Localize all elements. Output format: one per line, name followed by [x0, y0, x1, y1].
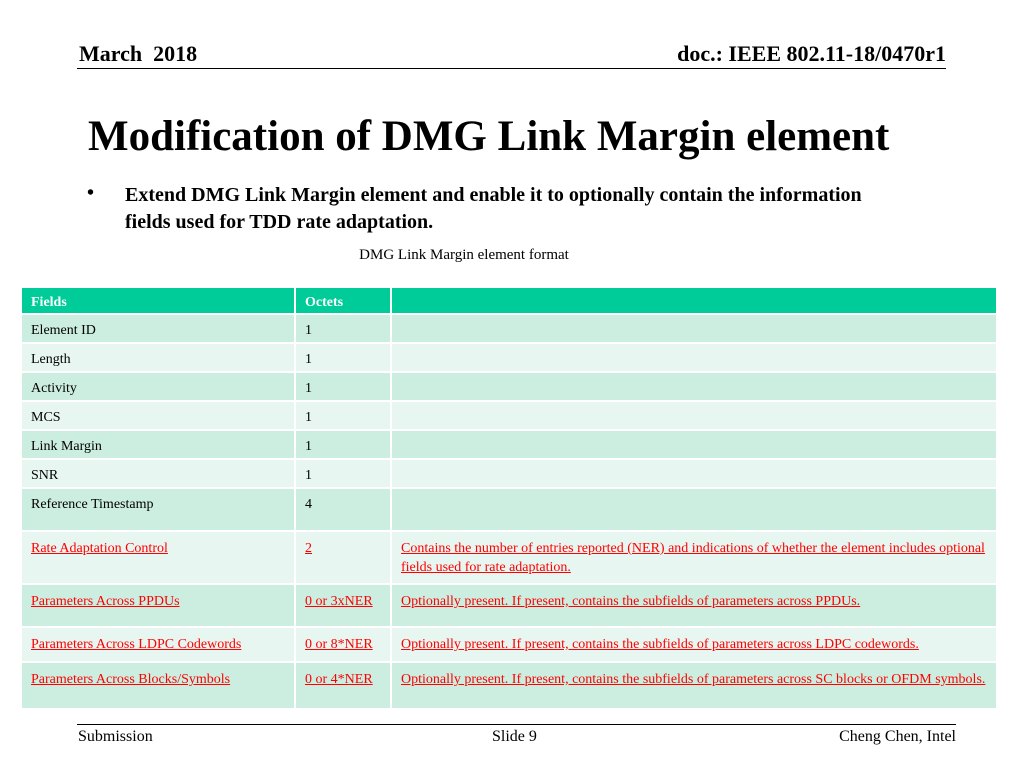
octets-cell: 0 or 8*NER [295, 627, 391, 662]
field-cell: Element ID [21, 314, 295, 343]
note-cell [391, 343, 997, 372]
field-cell: Parameters Across Blocks/Symbols [21, 662, 295, 709]
field-cell: Activity [21, 372, 295, 401]
table-row [21, 314, 997, 343]
footer-author: Cheng Chen, Intel [839, 728, 956, 745]
field-cell: Rate Adaptation Control [21, 531, 295, 584]
note-cell: Optionally present. If present, contains the subfields of parameters across PPDUs. [391, 584, 997, 627]
octets-cell: 0 or 3xNER [295, 584, 391, 627]
bullet-marker: • [87, 182, 95, 204]
table-row-added [21, 662, 997, 709]
table-row [21, 372, 997, 401]
note-cell [391, 488, 997, 531]
note-cell [391, 459, 997, 488]
note-cell [391, 401, 997, 430]
octets-cell: 1 [295, 401, 391, 430]
note-cell [391, 430, 997, 459]
field-cell: MCS [21, 401, 295, 430]
note-cell [391, 372, 997, 401]
table-row [21, 401, 997, 430]
note-cell: Optionally present. If present, contains the subfields of parameters across SC blocks or OFDM symbols. [391, 662, 997, 709]
slide-title: Modification of DMG Link Margin element [88, 113, 890, 160]
table-row [21, 343, 997, 372]
table-row [21, 459, 997, 488]
field-cell: Reference Timestamp [21, 488, 295, 531]
header-divider [77, 68, 946, 69]
field-cell: Link Margin [21, 430, 295, 459]
footer-submission: Submission [78, 728, 153, 745]
table-row [21, 430, 997, 459]
table-row-added [21, 531, 997, 584]
field-cell: Parameters Across PPDUs [21, 584, 295, 627]
octets-cell: 0 or 4*NER [295, 662, 391, 709]
note-cell: Contains the number of entries reported (NER) and indications of whether the element includes optional fields used for rate adaptation. [391, 531, 997, 584]
table-row [21, 488, 997, 531]
octets-cell: 1 [295, 459, 391, 488]
table-row-added [21, 627, 997, 662]
footer-divider [77, 724, 956, 725]
field-cell: SNR [21, 459, 295, 488]
note-cell: Optionally present. If present, contains the subfields of parameters across LDPC codewords. [391, 627, 997, 662]
header-doc-id: doc.: IEEE 802.11-18/0470r1 [677, 41, 946, 66]
octets-cell: 1 [295, 372, 391, 401]
octets-cell: 1 [295, 343, 391, 372]
octets-cell: 1 [295, 430, 391, 459]
field-cell: Length [21, 343, 295, 372]
footer-slide-number: Slide 9 [492, 728, 537, 745]
header-octets: Octets [295, 287, 391, 314]
header-date: March 2018 [79, 41, 198, 66]
note-cell [391, 314, 997, 343]
octets-cell: 2 [295, 531, 391, 584]
octets-cell: 1 [295, 314, 391, 343]
table-header-row [21, 287, 997, 314]
table-caption: DMG Link Margin element format [359, 247, 569, 263]
field-cell: Parameters Across LDPC Codewords [21, 627, 295, 662]
octets-cell: 4 [295, 488, 391, 531]
table-row-added [21, 584, 997, 627]
header-notes [391, 287, 997, 314]
dmg-link-margin-table [20, 286, 998, 710]
header-fields: Fields [21, 287, 295, 314]
bullet-text: Extend DMG Link Margin element and enable it to optionally contain the information fields used for TDD rate adaptation. [125, 184, 862, 233]
